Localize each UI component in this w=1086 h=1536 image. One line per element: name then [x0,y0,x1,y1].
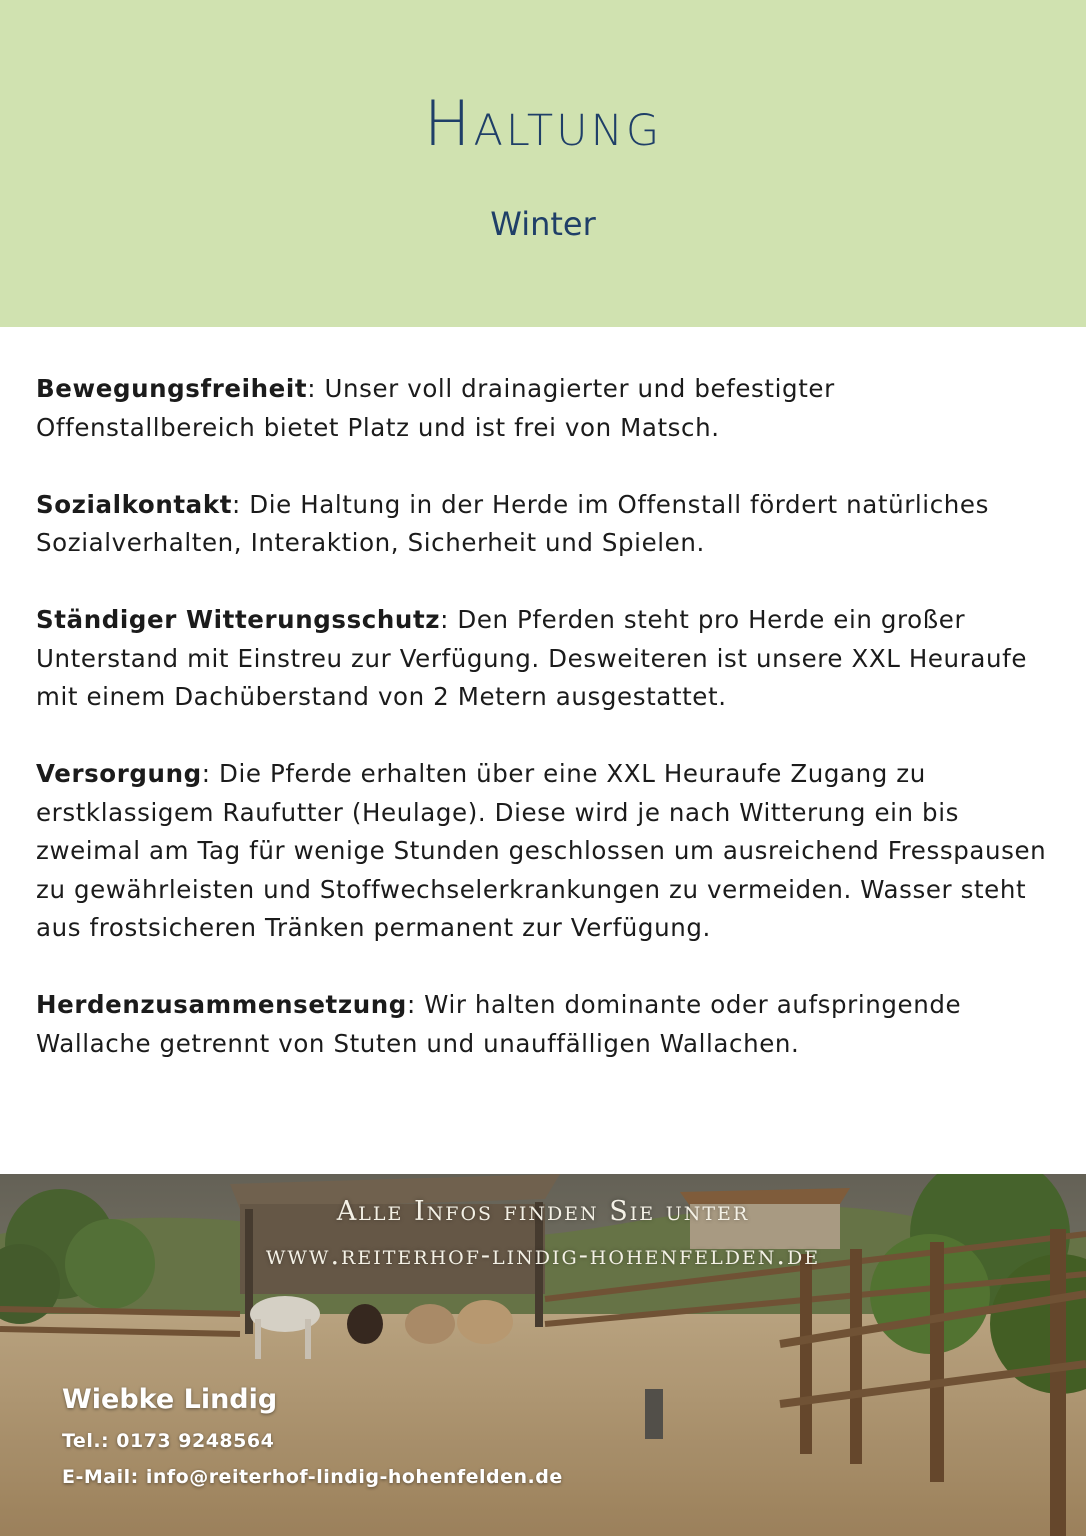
section-heading: Bewegungsfreiheit [36,374,308,403]
page-title: Haltung [423,87,663,160]
section-versorgung [36,755,1056,948]
footer-info-line: Alle Infos finden Sie unter [336,1196,750,1227]
section-witterungsschutz [36,601,1056,717]
section-text: : Unser voll drainagierter und befestigter Offenstallbereich bietet Platz und ist frei von Matsch. [36,374,835,442]
contact-name: Wiebke Lindig [62,1384,278,1415]
section-heading: Ständiger Witterungsschutz [36,605,441,634]
section-text: : Den Pferden steht pro Herde ein großer Unterstand mit Einstreu zur Verfügung. Desweiteren ist unsere XXL Heuraufe mit einem Dachüberstand von 2 Metern ausgestattet. [36,605,1027,711]
section-sozialkontakt [36,486,1056,563]
section-heading: Herdenzusammensetzung [36,990,407,1019]
section-text: : Wir halten dominante oder aufspringende Wallache getrennt von Stuten und unauffälligen Wallachen. [36,990,962,1058]
section-text: : Die Haltung in der Herde im Offenstall fördert natürliches Sozialverhalten, Interaktion, Sicherheit und Spielen. [36,489,989,557]
footer-website-link[interactable]: www.reiterhof-lindig-hohenfelden.de [265,1240,821,1271]
section-bewegungsfreiheit [36,370,1056,447]
content-body [36,370,1056,1102]
section-heading: Sozialkontakt [36,489,233,519]
page-subtitle: Winter [490,205,596,243]
section-heading: Versorgung [36,759,202,788]
section-herdenzusammensetzung [36,986,1056,1063]
section-text: : Die Pferde erhalten über eine XXL Heuraufe Zugang zu erstklassigem Raufutter (Heulage). Diese wird je nach Witterung ein bis zweimal am Tag für wenige Stunden geschlossen um ausreichend Fresspausen zu gewährleisten und Stoffwechselerkrankungen zu vermeiden. Wasser steht aus frostsicheren Tränken permanent zur Verfügung. [36,759,1047,942]
contact-email[interactable]: E-Mail: info@reiterhof-lindig-hohenfelden.de [62,1466,563,1488]
footer-photo [0,1174,1086,1536]
header-banner [0,0,1086,327]
contact-phone: Tel.: 0173 9248564 [62,1430,275,1452]
